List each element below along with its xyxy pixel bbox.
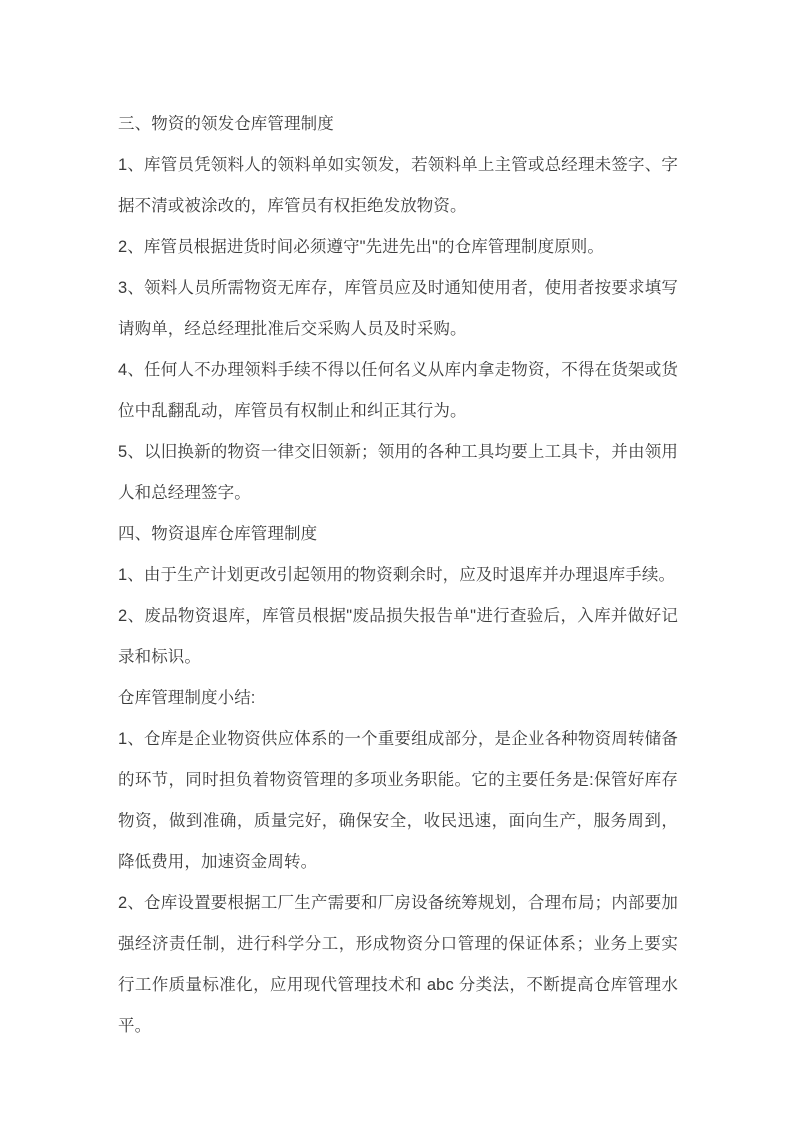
section-heading-4: 四、物资退库仓库管理制度 [118, 525, 318, 543]
section-heading-summary: 仓库管理制度小结: [118, 689, 256, 707]
section-heading-3: 三、物资的领发仓库管理制度 [118, 115, 334, 133]
section-3-item-3: 3、领料人员所需物资无库存，库管员应及时通知使用者，使用者按要求填写请购单，经总经理批准后交采购人员及时采购。 [118, 279, 678, 338]
section-4-item-1: 1、由于生产计划更改引起领用的物资剩余时，应及时退库并办理退库手续。 [118, 566, 676, 584]
summary-item-2: 2、仓库设置要根据工厂生产需要和厂房设备统筹规划，合理布局；内部要加强经济责任制，进行科学分工，形成物资分口管理的保证体系；业务上要实行工作质量标准化，应用现代管理技术和 abc 分类法，不断提高仓库管理水平。 [118, 894, 678, 1035]
summary-item-1: 1、仓库是企业物资供应体系的一个重要组成部分，是企业各种物资周转储备的环节，同时担负着物资管理的多项业务职能。它的主要任务是:保管好库存物资，做到准确，质量完好，确保安全，收民迅速，面向生产，服务周到，降低费用，加速资金周转。 [118, 730, 678, 871]
section-3-item-1: 1、库管员凭领料人的领料单如实领发，若领料单上主管或总经理未签字、字据不清或被涂改的，库管员有权拒绝发放物资。 [118, 156, 678, 215]
section-3-item-4: 4、任何人不办理领料手续不得以任何名义从库内拿走物资，不得在货架或货位中乱翻乱动，库管员有权制止和纠正其行为。 [118, 361, 678, 420]
section-4-item-2: 2、废品物资退库，库管员根据"废品损失报告单"进行查验后，入库并做好记录和标识。 [118, 607, 678, 666]
section-3-item-2: 2、库管员根据进货时间必须遵守"先进先出"的仓库管理制度原则。 [118, 238, 604, 256]
section-3-item-5: 5、以旧换新的物资一律交旧领新；领用的各种工具均要上工具卡，并由领用人和总经理签字。 [118, 443, 678, 502]
document-body [118, 104, 678, 1047]
